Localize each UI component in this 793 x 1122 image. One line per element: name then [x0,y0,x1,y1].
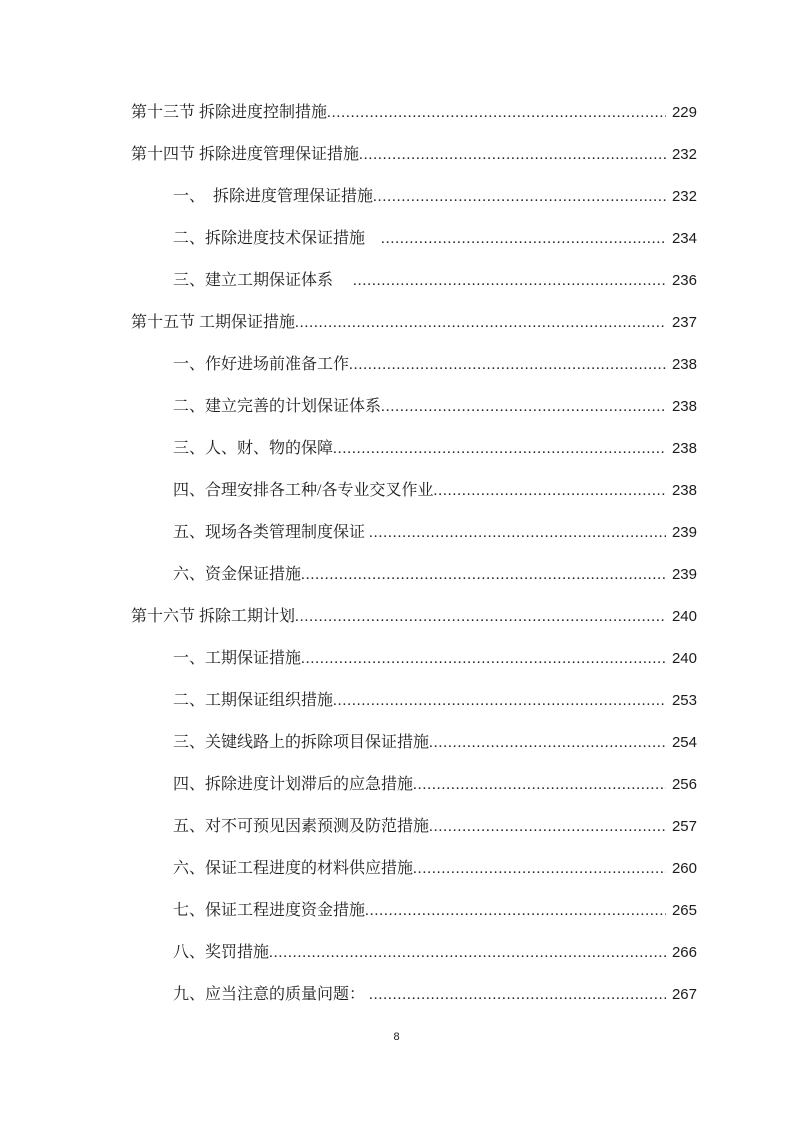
toc-entry[interactable] [131,890,697,932]
toc-entry-label: 九、应当注意的质量问题： [173,986,370,1003]
toc-entry[interactable] [131,848,697,890]
toc-entry-label: 二、拆除进度技术保证措施 [173,230,382,247]
toc-entry-label: 四、拆除进度计划滞后的应急措施 [173,776,414,793]
toc-leader-dots [301,554,666,596]
toc-leader-dots [269,932,666,974]
toc-leader-dots [429,806,666,848]
toc-entry-label: 七、保证工程进度资金措施 [173,902,366,919]
toc-entry[interactable] [131,764,697,806]
toc-entry[interactable] [131,428,697,470]
toc-entry-label: 一、 拆除进度管理保证措施 [173,188,374,205]
toc-entry[interactable] [131,92,697,134]
toc-entry[interactable] [131,932,697,974]
toc-entry-page: 238 [671,356,697,373]
page-footer [0,1031,793,1043]
toc-entry-page: 232 [671,188,697,205]
toc-entry-page: 238 [671,482,697,499]
toc-entry-page: 266 [671,944,697,961]
toc-entry-label: 一、作好进场前准备工作 [173,356,350,373]
toc-entry-label: 八、奖罚措施 [173,944,270,961]
toc-entry-page: 234 [671,230,697,247]
toc-entry[interactable] [131,554,697,596]
toc-entry-label: 第十三节 拆除进度控制措施 [131,104,328,121]
toc-entry-label: 一、工期保证措施 [173,650,302,667]
toc-entry-label: 三、关键线路上的拆除项目保证措施 [173,734,430,751]
toc-leader-dots [413,764,666,806]
toc-entry[interactable] [131,638,697,680]
toc-entry-label: 六、资金保证措施 [173,566,302,583]
toc-leader-dots [359,134,666,176]
toc-entry[interactable] [131,806,697,848]
toc-entry-page: 238 [671,440,697,457]
toc-entry[interactable] [131,470,697,512]
toc-entry-page: 256 [671,776,697,793]
toc-entry-page: 239 [671,566,697,583]
toc-leader-dots [353,260,666,302]
toc-entry[interactable] [131,512,697,554]
toc-leader-dots [369,512,666,554]
toc-entry-page: 229 [671,104,697,121]
toc-entry-page: 237 [671,314,697,331]
toc-entry-page: 254 [671,734,697,751]
toc-leader-dots [349,344,666,386]
toc-entry[interactable] [131,596,697,638]
toc-entry-label: 五、现场各类管理制度保证 [173,524,370,541]
toc-entry-page: 267 [671,986,697,1003]
toc-entry-label: 三、建立工期保证体系 [173,272,354,289]
toc-entry[interactable] [131,344,697,386]
toc-entry-label: 四、合理安排各工种/各专业交叉作业 [173,482,434,499]
toc-entry-page: 240 [671,650,697,667]
toc-leader-dots [413,848,666,890]
toc-entry-page: 238 [671,398,697,415]
toc-entry-page: 257 [671,818,697,835]
toc-entry-label: 第十四节 拆除进度管理保证措施 [131,146,360,163]
toc-leader-dots [429,722,666,764]
toc-entry-page: 239 [671,524,697,541]
toc-entry-page: 240 [671,608,697,625]
page-number: 8 [393,1031,400,1043]
toc-leader-dots [301,638,666,680]
toc-entry-page: 232 [671,146,697,163]
toc-leader-dots [333,680,666,722]
toc-entry-label: 第十六节 拆除工期计划 [131,608,296,625]
toc-entry-label: 第十五节 工期保证措施 [131,314,296,331]
toc-entry-label: 三、人、财、物的保障 [173,440,334,457]
toc-leader-dots [327,92,666,134]
toc-entry[interactable] [131,176,697,218]
toc-entry-label: 五、对不可预见因素预测及防范措施 [173,818,430,835]
toc-entry[interactable] [131,302,697,344]
table-of-contents [131,92,697,1016]
toc-leader-dots [295,596,666,638]
toc-leader-dots [381,218,666,260]
toc-entry-page: 236 [671,272,697,289]
toc-leader-dots [433,470,666,512]
toc-entry-label: 六、保证工程进度的材料供应措施 [173,860,414,877]
toc-entry[interactable] [131,218,697,260]
toc-leader-dots [333,428,666,470]
toc-entry[interactable] [131,134,697,176]
toc-entry-label: 二、工期保证组织措施 [173,692,334,709]
toc-entry[interactable] [131,260,697,302]
toc-leader-dots [381,386,666,428]
toc-leader-dots [295,302,666,344]
toc-entry-page: 253 [671,692,697,709]
toc-entry-label: 二、建立完善的计划保证体系 [173,398,382,415]
toc-entry[interactable] [131,722,697,764]
toc-leader-dots [369,974,666,1016]
toc-entry[interactable] [131,680,697,722]
toc-entry[interactable] [131,386,697,428]
toc-leader-dots [373,176,666,218]
toc-leader-dots [365,890,666,932]
toc-entry[interactable] [131,974,697,1016]
toc-entry-page: 265 [671,902,697,919]
toc-entry-page: 260 [671,860,697,877]
